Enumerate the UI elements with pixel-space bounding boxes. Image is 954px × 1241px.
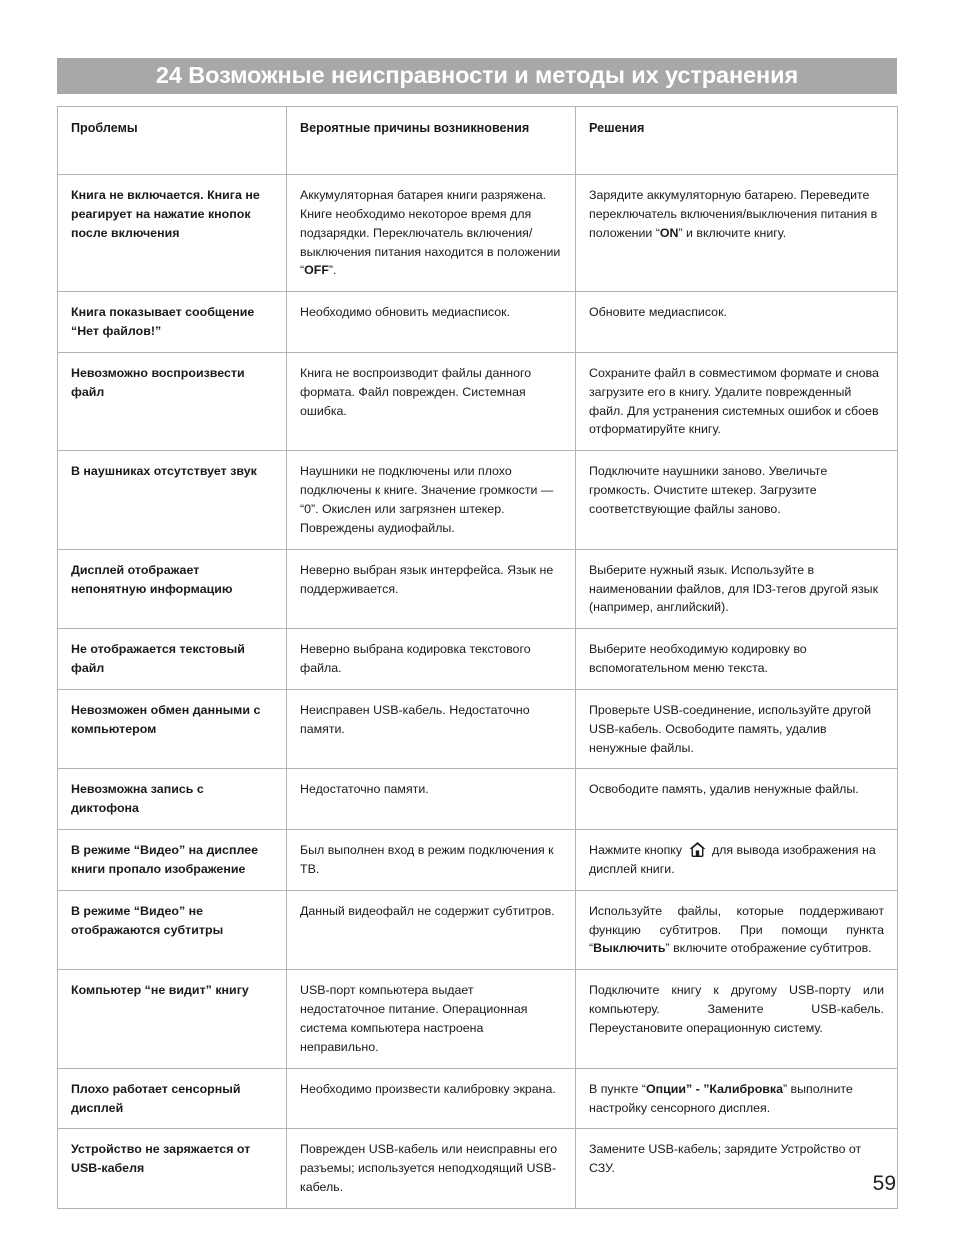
cell-cause: Был выполнен вход в режим подключения к ТВ.: [287, 830, 576, 891]
column-header-causes: Вероятные причины возникновения: [287, 107, 576, 175]
cell-solution: Проверьте USB-соединение, используйте другой USB-кабель. Освободите память, удалив ненужные файлы.: [576, 689, 898, 769]
solution-text-pre: Нажмите кнопку: [589, 843, 686, 858]
column-header-solutions: Решения: [576, 107, 898, 175]
cell-solution: Обновите медиасписок.: [576, 292, 898, 353]
cell-problem: Невозможна запись с диктофона: [58, 769, 287, 830]
cell-solution: Выберите необходимую кодировку во вспомогательном меню текста.: [576, 629, 898, 690]
cell-cause: Необходимо обновить медиасписок.: [287, 292, 576, 353]
cell-solution: [576, 175, 898, 292]
solution-text-post: ” и включите книгу.: [678, 225, 787, 240]
solution-text-pre: Зарядите аккумуляторную батарею. Переведите переключатель включения/выключения питания в положении “: [589, 188, 878, 240]
table-row: [58, 175, 898, 292]
cell-solution: Замените USB-кабель; зарядите Устройство от СЗУ.: [576, 1129, 898, 1209]
solution-text-post: ” включите отображение субтитров.: [665, 941, 872, 956]
table-row: [58, 830, 898, 891]
table-row: [58, 1068, 898, 1129]
table-row: [58, 689, 898, 769]
solution-text-pre: Используйте файлы, которые поддерживают функцию субтитров. При помощи пункта “: [589, 903, 884, 956]
table-row: [58, 549, 898, 629]
cell-problem: Не отображается текстовый файл: [58, 629, 287, 690]
cause-text-pre: Аккумуляторная батарея книги разряжена. Книге необходимо некоторое время для подзарядки. Переключатель включения/выключения питания находится в положении “: [300, 188, 561, 278]
cell-problem: Устройство не заряжается от USB-кабеля: [58, 1129, 287, 1209]
cell-problem: В наушниках отсутствует звук: [58, 451, 287, 549]
cell-problem: Компьютер “не видит” книгу: [58, 970, 287, 1068]
cell-problem: В режиме “Видео” не отображаются субтитры: [58, 890, 287, 970]
cell-problem: Плохо работает сенсорный дисплей: [58, 1068, 287, 1129]
cell-solution: Подключите книгу к другому USB-порту или компьютеру. Замените USB-кабель. Переустановите операционную систему.: [576, 970, 898, 1068]
cell-solution: [576, 830, 898, 891]
cell-problem: Невозможен обмен данными с компьютером: [58, 689, 287, 769]
cell-solution: [576, 1068, 898, 1129]
chapter-banner: [57, 58, 897, 94]
cell-cause: Данный видеофайл не содержит субтитров.: [287, 890, 576, 970]
solution-text-bold: ON: [659, 225, 679, 240]
cause-text-post: ”.: [328, 263, 337, 278]
solution-text-bold: Выключить: [593, 941, 666, 956]
chapter-title: 24 Возможные неисправности и методы их устранения: [155, 62, 799, 89]
table-row: [58, 451, 898, 549]
cell-problem: Книга не включается. Книга не реагирует на нажатие кнопок после включения: [58, 175, 287, 292]
cell-cause: Наушники не подключены или плохо подключены к книге. Значение громкости — “0”. Окислен или загрязнен штекер. Повреждены аудиофайлы.: [287, 451, 576, 549]
table-header-row: [58, 107, 898, 175]
table-row: [58, 629, 898, 690]
page-number: 59: [872, 1172, 896, 1195]
solution-text-post: ” выполните настройку сенсорного дисплея.: [589, 1081, 853, 1115]
cell-solution: Сохраните файл в совместимом формате и снова загрузите его в книгу. Удалите поврежденный файл. Для устранения системных ошибок и сбоев отформатируйте книгу.: [576, 352, 898, 450]
cell-problem: В режиме “Видео” на дисплее книги пропало изображение: [58, 830, 287, 891]
cell-cause: Необходимо произвести калибровку экрана.: [287, 1068, 576, 1129]
cell-cause: Книга не воспроизводит файлы данного формата. Файл поврежден. Системная ошибка.: [287, 352, 576, 450]
cell-cause: Неисправен USB-кабель. Недостаточно памяти.: [287, 689, 576, 769]
troubleshooting-table: [57, 106, 898, 1209]
cell-cause: Неверно выбрана кодировка текстового файла.: [287, 629, 576, 690]
cell-solution: Освободите память, удалив ненужные файлы.: [576, 769, 898, 830]
cell-problem: Невозможно воспроизвести файл: [58, 352, 287, 450]
cell-cause: Неверно выбран язык интерфейса. Язык не поддерживается.: [287, 549, 576, 629]
cell-solution: Подключите наушники заново. Увеличьте громкость. Очистите штекер. Загрузите соответствующие файлы заново.: [576, 451, 898, 549]
cell-cause: Недостаточно памяти.: [287, 769, 576, 830]
solution-text-post: для вывода изображения на дисплей книги.: [589, 843, 876, 876]
cell-cause: [287, 175, 576, 292]
solution-text-bold: Опции” - ”Калибровка: [646, 1081, 783, 1096]
cell-cause: Поврежден USB-кабель или неисправны его разъемы; используется неподходящий USB-кабель.: [287, 1129, 576, 1209]
table-body: [58, 175, 898, 1209]
table-row: [58, 890, 898, 970]
cell-problem: Дисплей отображает непонятную информацию: [58, 549, 287, 629]
table-row: [58, 352, 898, 450]
table-row: [58, 1129, 898, 1209]
column-header-problems: Проблемы: [58, 107, 287, 175]
solution-text-pre: В пункте “: [589, 1081, 647, 1096]
cell-solution: [576, 890, 898, 970]
cell-cause: USB-порт компьютера выдает недостаточное питание. Операционная система компьютера настроена неправильно.: [287, 970, 576, 1068]
cell-problem: Книга показывает сообщение “Нет файлов!”: [58, 292, 287, 353]
table-row: [58, 769, 898, 830]
cell-solution: Выберите нужный язык. Используйте в наименовании файлов, для ID3-тегов другой язык (например, английский).: [576, 549, 898, 629]
table-row: [58, 970, 898, 1068]
home-icon: [688, 841, 707, 858]
cause-text-bold: OFF: [304, 263, 329, 278]
table-row: [58, 292, 898, 353]
